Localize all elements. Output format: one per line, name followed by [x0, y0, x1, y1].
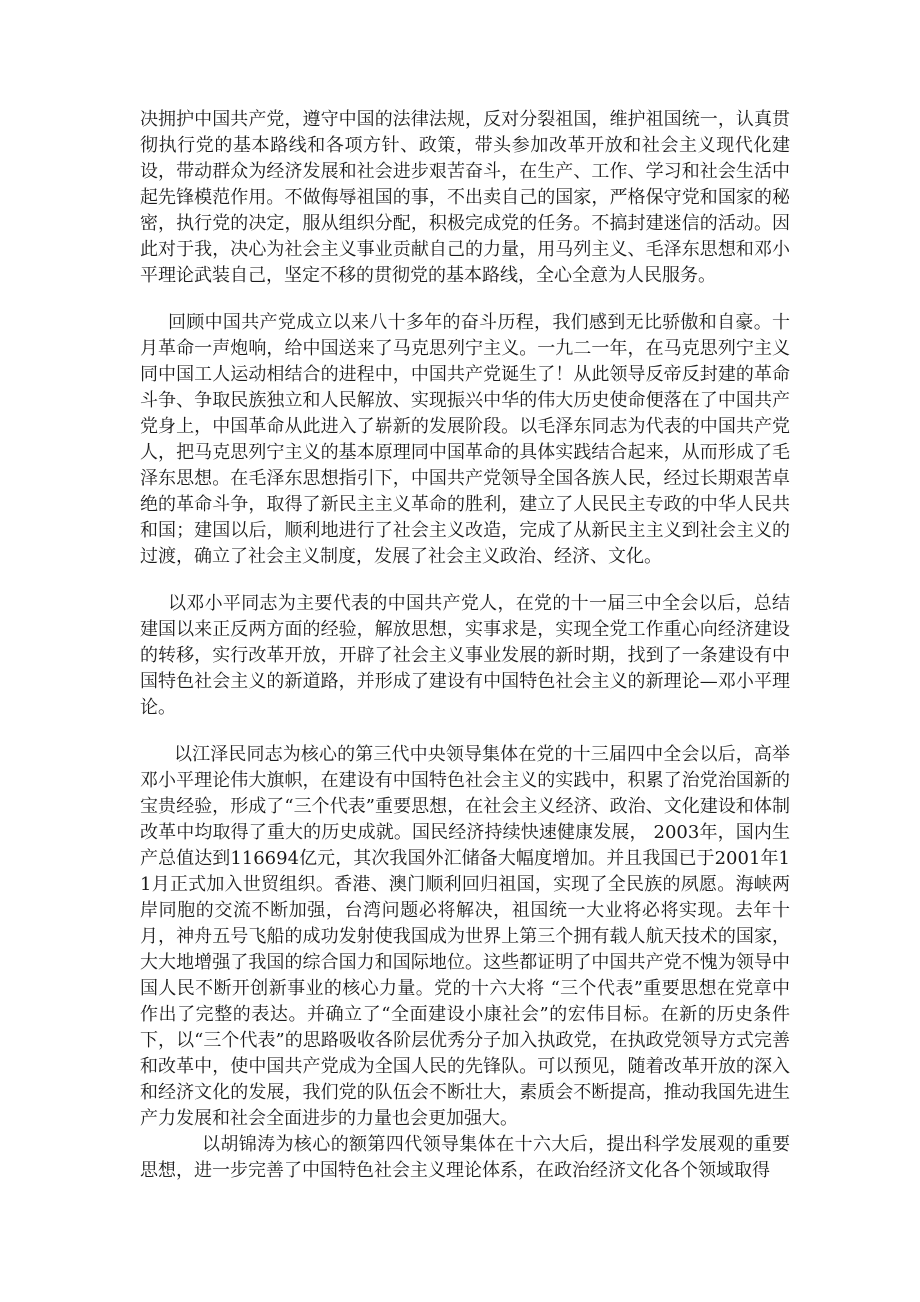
document-body	[140, 107, 790, 1184]
paragraph-1: 决拥护中国共产党，遵守中国的法律法规，反对分裂祖国，维护祖国统一，认真贯彻执行党的基本路线和各项方针、政策，带头参加改革开放和社会主义现代化建设，带动群众为经济发展和社会进步艰苦奋斗，在生产、工作、学习和社会生活中起先锋模范作用。不做侮辱祖国的事，不出卖自己的国家，严格保守党和国家的秘密，执行党的决定，服从组织分配，积极完成党的任务。不搞封建迷信的活动。因此对于我，决心为社会主义事业贡献自己的力量，用马列主义、毛泽东思想和邓小平理论武装自己，坚定不移的贯彻党的基本路线，全心全意为人民服务。	[140, 109, 790, 286]
paragraph-2: 回顾中国共产党成立以来八十多年的奋斗历程，我们感到无比骄傲和自豪。十月革命一声炮响，给中国送来了马克思列宁主义。一九二一年，在马克思列宁主义同中国工人运动相结合的进程中，中国共产党诞生了！从此领导反帝反封建的革命斗争、争取民族独立和人民解放、实现振兴中华的伟大历史使命便落在了中国共产党身上，中国革命从此进入了崭新的发展阶段。以毛泽东同志为代表的中国共产党人，把马克思列宁主义的基本原理同中国革命的具体实践结合起来，从而形成了毛泽东思想。在毛泽东思想指引下，中国共产党领导全国各族人民，经过长期艰苦卓绝的革命斗争，取得了新民主主义革命的胜利，建立了人民民主专政的中华人民共和国；建国以后，顺利地进行了社会主义改造，完成了从新民主主义到社会主义的过渡，确立了社会主义制度，发展了社会主义政治、经济、文化。	[140, 312, 790, 567]
paragraph-4: 以江泽民同志为核心的第三代中央领导集体在党的十三届四中全会以后，高举邓小平理论伟大旗帜，在建设有中国特色社会主义的实践中，积累了治党治国新的宝贵经验，形成了“三个代表”重要思想，在社会主义经济、政治、文化建设和体制改革中均取得了重大的历史成就。国民经济持续快速健康发展， 2003年，国内生产总值达到116694亿元，其次我国外汇储备大幅度增加。并且我国已于2001年11月正式加入世贸组织。香港、澳门顺利回归祖国，实现了全民族的夙愿。海峡两岸同胞的交流不断加强，台湾问题必将解决，祖国统一大业将必将实现。去年十月，神舟五号飞船的成功发射使我国成为世界上第三个拥有载人航天技术的国家，大大地增强了我国的综合国力和国际地位。这些都证明了中国共产党不愧为领导中国人民不断开创新事业的核心力量。党的十六大将 “三个代表”重要思想在党章中作出了完整的表达。并确立了“全面建设小康社会”的宏伟目标。在新的历史条件下，以“三个代表”的思路吸收各阶层优秀分子加入执政党，在执政党领导方式完善和改革中，使中国共产党成为全国人民的先锋队。可以预见，随着改革开放的深入和经济文化的发展，我们党的队伍会不断壮大，素质会不断提高，推动我国先进生产力发展和社会全面进步的力量也会更加强大。	[140, 744, 790, 1129]
paragraph-3: 以邓小平同志为主要代表的中国共产党人，在党的十一届三中全会以后，总结建国以来正反两方面的经验，解放思想，实事求是，实现全党工作重心向经济建设的转移，实行改革开放，开辟了社会主义事业发展的新时期，找到了一条建设有中国特色社会主义的新道路，并形成了建设有中国特色社会主义的新理论—邓小平理论。	[140, 593, 790, 718]
paragraph-5: 以胡锦涛为核心的额第四代领导集体在十六大后，提出科学发展观的重要思想，进一步完善了中国特色社会主义理论体系，在政治经济文化各个领域取得	[140, 1134, 790, 1181]
